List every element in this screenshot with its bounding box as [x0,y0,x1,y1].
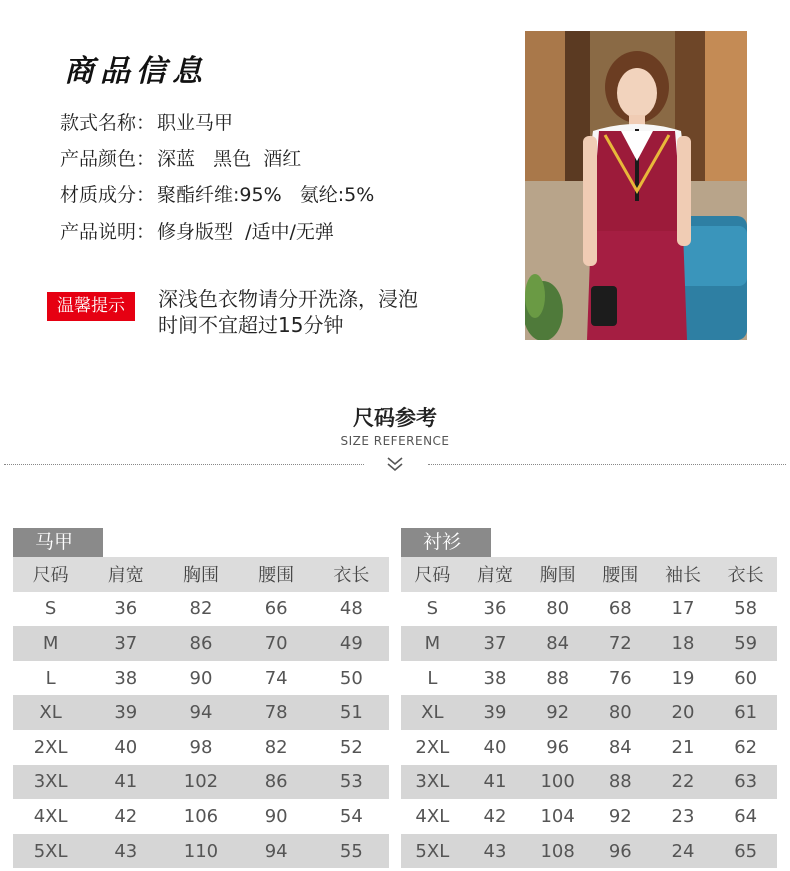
table-cell: 106 [163,799,238,834]
divider-left [4,464,364,465]
column-header: 尺码 [13,557,88,592]
table-cell: 68 [589,592,652,627]
table-cell: 48 [314,592,389,627]
chevron-down-icon [386,455,404,473]
table-cell: 36 [464,592,527,627]
column-header: 腰围 [589,557,652,592]
table-cell: 94 [163,695,238,730]
table-cell: 86 [239,765,314,800]
table-cell: L [401,661,464,696]
table-cell: 52 [314,730,389,765]
table-cell: 94 [239,834,314,869]
table-cell: S [13,592,88,627]
table-cell: 74 [239,661,314,696]
table-cell: 42 [464,799,527,834]
table-cell: 43 [88,834,163,869]
table-cell: XL [401,695,464,730]
table-cell: 80 [526,592,589,627]
table-cell: 110 [163,834,238,869]
table-row [13,834,389,869]
column-header: 肩宽 [88,557,163,592]
table-cell: 40 [464,730,527,765]
table-cell: 65 [714,834,777,869]
table-cell: 82 [239,730,314,765]
table-header-row [13,557,389,592]
info-label: 材质成分： [60,184,156,206]
table-cell: 39 [464,695,527,730]
table-cell: 5XL [401,834,464,869]
table-cell: 60 [714,661,777,696]
table-row [401,834,777,869]
table-cell: 78 [239,695,314,730]
table-cell: 66 [239,592,314,627]
table-cell: 38 [88,661,163,696]
column-header: 衣长 [314,557,389,592]
table-cell: 84 [526,626,589,661]
table-cell: 86 [163,626,238,661]
table-row [401,765,777,800]
table-cell: 50 [314,661,389,696]
table-cell: 38 [464,661,527,696]
table-cell: 90 [163,661,238,696]
tip-text [158,286,478,338]
table-cell: 51 [314,695,389,730]
table-cell: 70 [239,626,314,661]
tab-vest: 马甲 [13,528,103,557]
table-cell: 3XL [401,765,464,800]
table-cell: 104 [526,799,589,834]
table-cell: 96 [526,730,589,765]
table-cell: 100 [526,765,589,800]
table-row [13,765,389,800]
table-cell: 43 [464,834,527,869]
table-cell: 36 [88,592,163,627]
table-cell: 108 [526,834,589,869]
column-header: 胸围 [163,557,238,592]
table-cell: 23 [652,799,715,834]
table-cell: 2XL [13,730,88,765]
info-row-color [60,144,301,171]
size-section-title: 尺码参考 [353,406,437,430]
column-header: 衣长 [714,557,777,592]
tip-badge: 温馨提示 [47,292,135,321]
table-row [13,626,389,661]
table-cell: 21 [652,730,715,765]
table-row [13,592,389,627]
size-section-subtitle: SIZE REFERENCE [340,434,450,448]
table-cell: 24 [652,834,715,869]
table-row [401,661,777,696]
info-row-material [60,180,374,207]
column-header: 胸围 [526,557,589,592]
table-cell: 61 [714,695,777,730]
product-info-title: 商品信息 [64,54,208,89]
column-header: 尺码 [401,557,464,592]
table-cell: 58 [714,592,777,627]
table-cell: 88 [589,765,652,800]
table-cell: 92 [589,799,652,834]
table-cell: 37 [464,626,527,661]
product-photo [525,31,747,340]
table-cell: M [401,626,464,661]
column-header: 腰围 [239,557,314,592]
table-cell: 39 [88,695,163,730]
table-row [13,730,389,765]
table-cell: 18 [652,626,715,661]
table-cell: 55 [314,834,389,869]
table-cell: 41 [88,765,163,800]
table-cell: 80 [589,695,652,730]
table-header-row [401,557,777,592]
info-row-description [60,217,334,244]
shirt-size-table [401,557,777,868]
table-cell: 40 [88,730,163,765]
table-cell: M [13,626,88,661]
table-cell: 88 [526,661,589,696]
table-cell: 92 [526,695,589,730]
table-cell: 41 [464,765,527,800]
table-cell: 62 [714,730,777,765]
table-cell: 63 [714,765,777,800]
table-row [13,799,389,834]
table-cell: 53 [314,765,389,800]
table-cell: S [401,592,464,627]
table-cell: 42 [88,799,163,834]
table-cell: 54 [314,799,389,834]
table-cell: 82 [163,592,238,627]
table-cell: 72 [589,626,652,661]
table-cell: 37 [88,626,163,661]
info-value: 深蓝 黑色 酒红 [157,148,302,170]
table-row [401,592,777,627]
info-row-style [60,108,233,135]
table-row [401,695,777,730]
table-cell: 49 [314,626,389,661]
column-header: 袖长 [652,557,715,592]
info-label: 款式名称： [60,112,156,134]
table-cell: 19 [652,661,715,696]
table-row [401,626,777,661]
table-cell: 17 [652,592,715,627]
table-cell: L [13,661,88,696]
table-cell: 102 [163,765,238,800]
tab-shirt: 衬衫 [401,528,491,557]
table-cell: 5XL [13,834,88,869]
table-cell: 3XL [13,765,88,800]
info-value: 聚酯纤维:95% 氨纶:5% [157,184,375,206]
table-cell: 84 [589,730,652,765]
info-value: 修身版型 /适中/无弹 [157,221,334,243]
vest-size-table [13,557,389,868]
table-row [13,661,389,696]
table-row [13,695,389,730]
table-cell: 22 [652,765,715,800]
info-label: 产品说明： [60,221,156,243]
tip-line: 深浅色衣物请分开洗涤，浸泡 [158,287,418,311]
table-cell: 98 [163,730,238,765]
table-cell: 76 [589,661,652,696]
info-value: 职业马甲 [157,112,234,134]
table-cell: 90 [239,799,314,834]
table-cell: 4XL [401,799,464,834]
table-cell: 2XL [401,730,464,765]
table-cell: 4XL [13,799,88,834]
table-cell: XL [13,695,88,730]
table-cell: 64 [714,799,777,834]
divider-right [428,464,786,465]
table-row [401,799,777,834]
info-label: 产品颜色： [60,148,156,170]
table-cell: 59 [714,626,777,661]
tip-line: 时间不宜超过15分钟 [158,313,344,337]
table-cell: 20 [652,695,715,730]
table-row [401,730,777,765]
column-header: 肩宽 [464,557,527,592]
table-cell: 96 [589,834,652,869]
